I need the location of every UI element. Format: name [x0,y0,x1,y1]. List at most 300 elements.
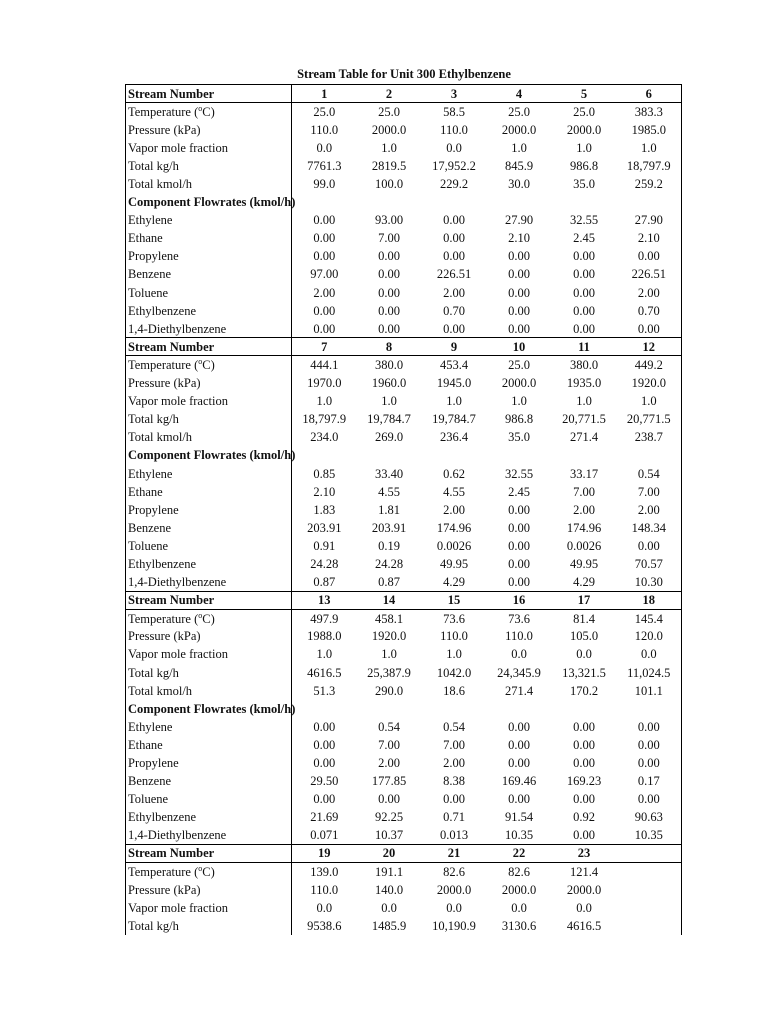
value-cell: 90.63 [617,808,682,826]
value-cell: 10.30 [617,573,682,591]
value-cell: 33.40 [374,466,404,481]
value-cell: 0.00 [508,303,530,318]
empty-cell [292,446,357,464]
value-cell: 24,345.9 [497,665,541,680]
value-cell: 497.9 [310,611,339,626]
stream-number-cell: 19 [292,844,357,862]
stream-table [125,84,682,935]
value-cell: 458.1 [374,611,404,626]
value-cell: 139.0 [310,864,339,879]
property-label-text: Total kmol/h [128,430,193,445]
empty-cell [617,446,682,464]
value-cell: 0.0 [617,645,682,663]
property-row [126,881,682,899]
value-cell: 1988.0 [307,629,342,644]
value-cell: 11,024.5 [617,664,682,682]
value-cell [617,917,682,935]
value-cell: 82.6 [443,864,465,879]
empty-cell [552,446,617,464]
property-label-text: Vapor mole fraction [128,647,228,662]
stream-number-cell: 16 [487,591,552,609]
value-cell: 0.0 [576,900,592,915]
empty-cell [422,446,487,464]
property-row [126,103,682,121]
value-cell: 0.00 [508,792,530,807]
value-cell: 0.0 [381,900,397,915]
empty-cell [487,446,552,464]
empty-cell [357,193,422,211]
stream-number-cell: 22 [487,844,552,862]
property-label-text: Vapor mole fraction [128,394,228,409]
empty-cell [422,193,487,211]
component-label: Ethane [126,229,292,247]
property-row [126,356,682,374]
value-cell: 2.00 [443,502,465,517]
value-cell: 120.0 [617,627,682,645]
property-label [126,428,292,446]
component-label: Toluene [126,537,292,555]
value-cell: 97.00 [310,267,339,282]
value-cell: 30.0 [508,177,530,192]
property-row [126,645,682,663]
value-cell: 110.0 [440,122,468,137]
value-cell: 2.45 [508,484,530,499]
value-cell: 35.0 [508,430,530,445]
value-cell: 2.00 [443,756,465,771]
stream-number-cell: 7 [292,338,357,356]
value-cell: 4.29 [573,574,595,589]
component-label: Ethane [126,483,292,501]
stream-number-cell: 21 [422,844,487,862]
document-title: Stream Table for Unit 300 Ethylbenzene [297,67,511,81]
value-cell: 0.00 [443,792,465,807]
component-label: Benzene [126,519,292,537]
value-cell: 1.0 [576,394,592,409]
value-cell: 986.8 [569,158,599,173]
stream-number-cell: 13 [292,591,357,609]
value-cell: 2.10 [508,231,530,246]
empty-cell [292,193,357,211]
value-cell: 1.83 [313,502,336,517]
value-cell: 32.55 [504,466,534,481]
value-cell: 148.34 [617,519,682,537]
value-cell: 0.87 [313,574,336,589]
component-label: 1,4-Diethylbenzene [126,826,292,844]
value-cell: 35.0 [573,177,595,192]
value-cell: 82.6 [508,864,530,879]
value-cell: 0.0026 [436,538,472,553]
value-cell: 0.00 [617,736,682,754]
value-cell: 51.3 [313,683,336,698]
property-label-text: Temperature ( [128,358,199,373]
stream-number-cell: 14 [357,591,422,609]
value-cell: 1.0 [381,394,397,409]
value-cell: 2000.0 [566,882,602,897]
value-cell: 2000.0 [501,122,537,137]
value-cell: 0.0 [511,900,527,915]
value-cell: 2000.0 [501,882,537,897]
value-cell: 0.54 [378,719,400,734]
value-cell [617,863,682,881]
value-cell: 0.00 [508,249,530,264]
value-cell: 73.6 [508,611,530,626]
value-cell: 0.0 [316,900,333,915]
value-cell: 177.85 [371,774,407,789]
property-label [126,121,292,139]
value-cell: 2000.0 [371,122,407,137]
value-cell [617,881,682,899]
value-cell: 0.00 [573,756,595,771]
property-label [126,175,292,193]
value-cell: 27.90 [617,211,682,229]
property-label [126,392,292,410]
value-cell: 174.96 [566,520,602,535]
component-row [126,284,682,302]
value-cell: 2.00 [617,501,682,519]
value-cell: 18.6 [443,683,465,698]
component-row [126,483,682,501]
value-cell: 1.81 [378,502,400,517]
property-label [126,627,292,645]
component-row [126,573,682,591]
value-cell: 1.0 [576,140,592,155]
stream-number-cell: 3 [422,85,487,103]
value-cell: 10.35 [504,828,534,843]
property-label-text: Total kmol/h [128,683,193,698]
value-cell: 234.0 [310,430,339,445]
value-cell: 25.0 [573,104,595,119]
value-cell: 33.17 [569,466,599,481]
value-cell: 170.2 [569,683,599,698]
value-cell: 0.00 [617,537,682,555]
value-cell: 444.1 [310,358,339,373]
property-label-text: Temperature ( [128,864,199,879]
value-cell: 226.51 [617,265,682,283]
property-row [126,121,682,139]
stream-number-label: Stream Number [126,85,292,103]
empty-cell [552,193,617,211]
value-cell: 1935.0 [566,376,602,391]
value-cell: 2.00 [573,502,595,517]
value-cell: 0.17 [617,772,682,790]
component-label: Ethane [126,736,292,754]
property-label [126,609,292,627]
component-section-row [126,193,682,211]
value-cell: 7.00 [378,737,400,752]
value-cell: 110.0 [505,629,533,644]
stream-number-cell: 12 [617,338,682,356]
value-cell: 0.00 [443,249,465,264]
value-cell: 2.00 [378,756,400,771]
property-label [126,356,292,374]
value-cell: 110.0 [310,882,339,897]
value-cell: 0.071 [310,828,339,843]
property-label [126,103,292,121]
property-row [126,609,682,627]
value-cell: 0.00 [573,321,595,336]
property-label-text: Vapor mole fraction [128,140,228,155]
value-cell: 449.2 [617,356,682,374]
empty-cell [292,700,357,718]
stream-number-cell: 2 [357,85,422,103]
value-cell: 1.0 [617,139,682,157]
property-label-text: Total kg/h [128,918,179,933]
value-cell: 3130.6 [501,918,537,933]
component-row [126,718,682,736]
value-cell: 2000.0 [501,376,537,391]
stream-number-label: Stream Number [126,844,292,862]
value-cell: 145.4 [617,609,682,627]
value-cell: 121.4 [569,864,599,879]
property-label [126,863,292,881]
component-label: Ethylene [126,211,292,229]
value-cell: 0.70 [443,303,465,318]
value-cell: 1985.0 [617,121,682,139]
value-cell: 1.0 [446,647,462,662]
empty-cell [357,446,422,464]
property-label [126,917,292,935]
property-label-text: Total kmol/h [128,177,193,192]
value-cell: 0.00 [508,756,530,771]
value-cell: 101.1 [617,682,682,700]
value-cell: 0.00 [313,303,336,318]
property-label [126,664,292,682]
value-cell: 0.00 [617,247,682,265]
value-cell: 453.4 [439,358,469,373]
value-cell: 9538.6 [307,918,342,933]
value-cell: 238.7 [617,428,682,446]
value-cell: 2.45 [573,231,595,246]
value-cell: 380.0 [374,358,404,373]
component-row [126,302,682,320]
value-cell: 105.0 [569,629,599,644]
value-cell: 70.57 [617,555,682,573]
value-cell: 0.70 [617,302,682,320]
empty-cell [487,700,552,718]
property-row [126,863,682,881]
value-cell: 2819.5 [371,158,407,173]
value-cell: 0.19 [378,538,400,553]
value-cell: 380.0 [569,358,599,373]
value-cell: 0.00 [378,303,400,318]
value-cell: 17,952.2 [432,158,476,173]
value-cell: 7.00 [443,737,465,752]
value-cell: 7.00 [573,484,595,499]
value-cell: 169.46 [501,774,537,789]
value-cell: 0.00 [573,792,595,807]
value-cell: 10.37 [374,828,404,843]
value-cell: 93.00 [374,213,404,228]
value-cell: 1920.0 [371,629,407,644]
value-cell: 0.00 [617,320,682,338]
stream-number-cell: 11 [552,338,617,356]
property-row [126,682,682,700]
property-label-unit: C) [202,358,215,373]
stream-number-cell: 6 [617,85,682,103]
component-row [126,320,682,338]
value-cell: 383.3 [617,103,682,121]
stream-number-cell: 20 [357,844,422,862]
component-row [126,247,682,265]
component-row [126,501,682,519]
value-cell: 4.55 [378,484,400,499]
value-cell: 21.69 [310,810,339,825]
stream-number-row [126,591,682,609]
value-cell: 0.00 [573,267,595,282]
property-row [126,664,682,682]
value-cell: 0.00 [508,520,530,535]
value-cell: 0.54 [617,464,682,482]
value-cell: 7.00 [378,231,400,246]
component-row [126,537,682,555]
value-cell: 0.00 [313,756,336,771]
value-cell [617,899,682,917]
value-cell: 0.0 [446,900,462,915]
value-cell: 0.00 [313,792,336,807]
component-row [126,790,682,808]
value-cell: 20,771.5 [617,410,682,428]
component-row [126,772,682,790]
property-label-text: Total kg/h [128,158,179,173]
value-cell: 0.00 [573,828,595,843]
value-cell: 27.90 [504,213,534,228]
value-cell: 1.0 [381,140,397,155]
value-cell: 169.23 [566,774,602,789]
value-cell: 4616.5 [566,918,602,933]
component-label: Ethylbenzene [126,808,292,826]
value-cell: 0.54 [443,719,465,734]
property-row [126,392,682,410]
property-label-text: Pressure (kPa) [128,376,201,391]
property-row [126,374,682,392]
property-row [126,917,682,935]
component-section-label: Component Flowrates (kmol/h) [126,193,292,211]
property-row [126,410,682,428]
component-label: Ethylene [126,464,292,482]
value-cell: 0.00 [378,267,400,282]
value-cell: 2.00 [617,284,682,302]
value-cell: 0.00 [443,321,465,336]
stream-table-body [126,85,682,935]
value-cell: 0.00 [573,737,595,752]
value-cell: 10,190.9 [432,918,476,933]
component-section-label: Component Flowrates (kmol/h) [126,700,292,718]
component-label: Ethylbenzene [126,555,292,573]
value-cell: 290.0 [374,683,404,698]
stream-number-label: Stream Number [126,338,292,356]
value-cell: 0.00 [313,249,336,264]
component-row [126,229,682,247]
property-label [126,899,292,917]
component-label: Propylene [126,501,292,519]
stream-number-cell: 15 [422,591,487,609]
component-row [126,265,682,283]
value-cell: 25.0 [313,104,336,119]
value-cell: 18,797.9 [617,157,682,175]
value-cell: 140.0 [374,882,404,897]
property-label [126,645,292,663]
value-cell: 91.54 [504,810,534,825]
value-cell: 1.0 [446,394,462,409]
empty-cell [617,700,682,718]
value-cell: 58.5 [443,104,465,119]
value-cell: 0.00 [313,231,336,246]
component-label: 1,4-Diethylbenzene [126,320,292,338]
value-cell: 269.0 [374,430,404,445]
value-cell: 24.28 [374,556,404,571]
property-row [126,139,682,157]
property-label-text: Pressure (kPa) [128,122,201,137]
property-row [126,899,682,917]
value-cell: 271.4 [569,430,599,445]
component-row [126,519,682,537]
value-cell: 25,387.9 [367,665,411,680]
component-label: 1,4-Diethylbenzene [126,573,292,591]
value-cell: 0.00 [573,249,595,264]
value-cell: 0.00 [508,321,530,336]
value-cell: 0.92 [573,810,595,825]
value-cell: 203.91 [371,520,407,535]
value-cell: 0.00 [313,737,336,752]
value-cell: 0.00 [573,719,595,734]
value-cell: 73.6 [443,611,465,626]
value-cell: 19,784.7 [367,412,411,427]
component-row [126,464,682,482]
property-row [126,428,682,446]
value-cell: 2.10 [617,229,682,247]
value-cell: 1.0 [511,394,527,409]
stream-number-row [126,338,682,356]
value-cell: 0.00 [617,718,682,736]
value-cell: 20,771.5 [562,412,606,427]
value-cell: 8.38 [443,774,465,789]
value-cell: 1920.0 [617,374,682,392]
component-label: Benzene [126,772,292,790]
degree-superscript: o [198,103,203,113]
property-row [126,175,682,193]
empty-cell [617,193,682,211]
degree-superscript: o [198,863,203,873]
component-row [126,826,682,844]
value-cell: 0.00 [313,719,336,734]
value-cell: 0.91 [313,538,336,553]
component-row [126,808,682,826]
value-cell: 0.00 [508,538,530,553]
value-cell: 1.0 [617,392,682,410]
value-cell: 0.0 [316,140,333,155]
component-row [126,211,682,229]
component-label: Toluene [126,284,292,302]
value-cell: 24.28 [310,556,339,571]
value-cell: 7.00 [617,483,682,501]
value-cell: 49.95 [569,556,599,571]
degree-superscript: o [198,610,203,620]
property-label-unit: C) [202,864,215,879]
value-cell: 0.00 [508,267,530,282]
value-cell: 0.00 [508,556,530,571]
property-label-text: Pressure (kPa) [128,629,201,644]
stream-number-row [126,85,682,103]
stream-number-row [126,844,682,862]
value-cell: 1042.0 [436,665,472,680]
value-cell: 236.4 [439,430,469,445]
component-row [126,555,682,573]
stream-number-cell: 4 [487,85,552,103]
value-cell: 271.4 [504,683,534,698]
value-cell: 0.00 [313,213,336,228]
value-cell: 2.00 [443,285,465,300]
value-cell: 0.87 [378,574,400,589]
